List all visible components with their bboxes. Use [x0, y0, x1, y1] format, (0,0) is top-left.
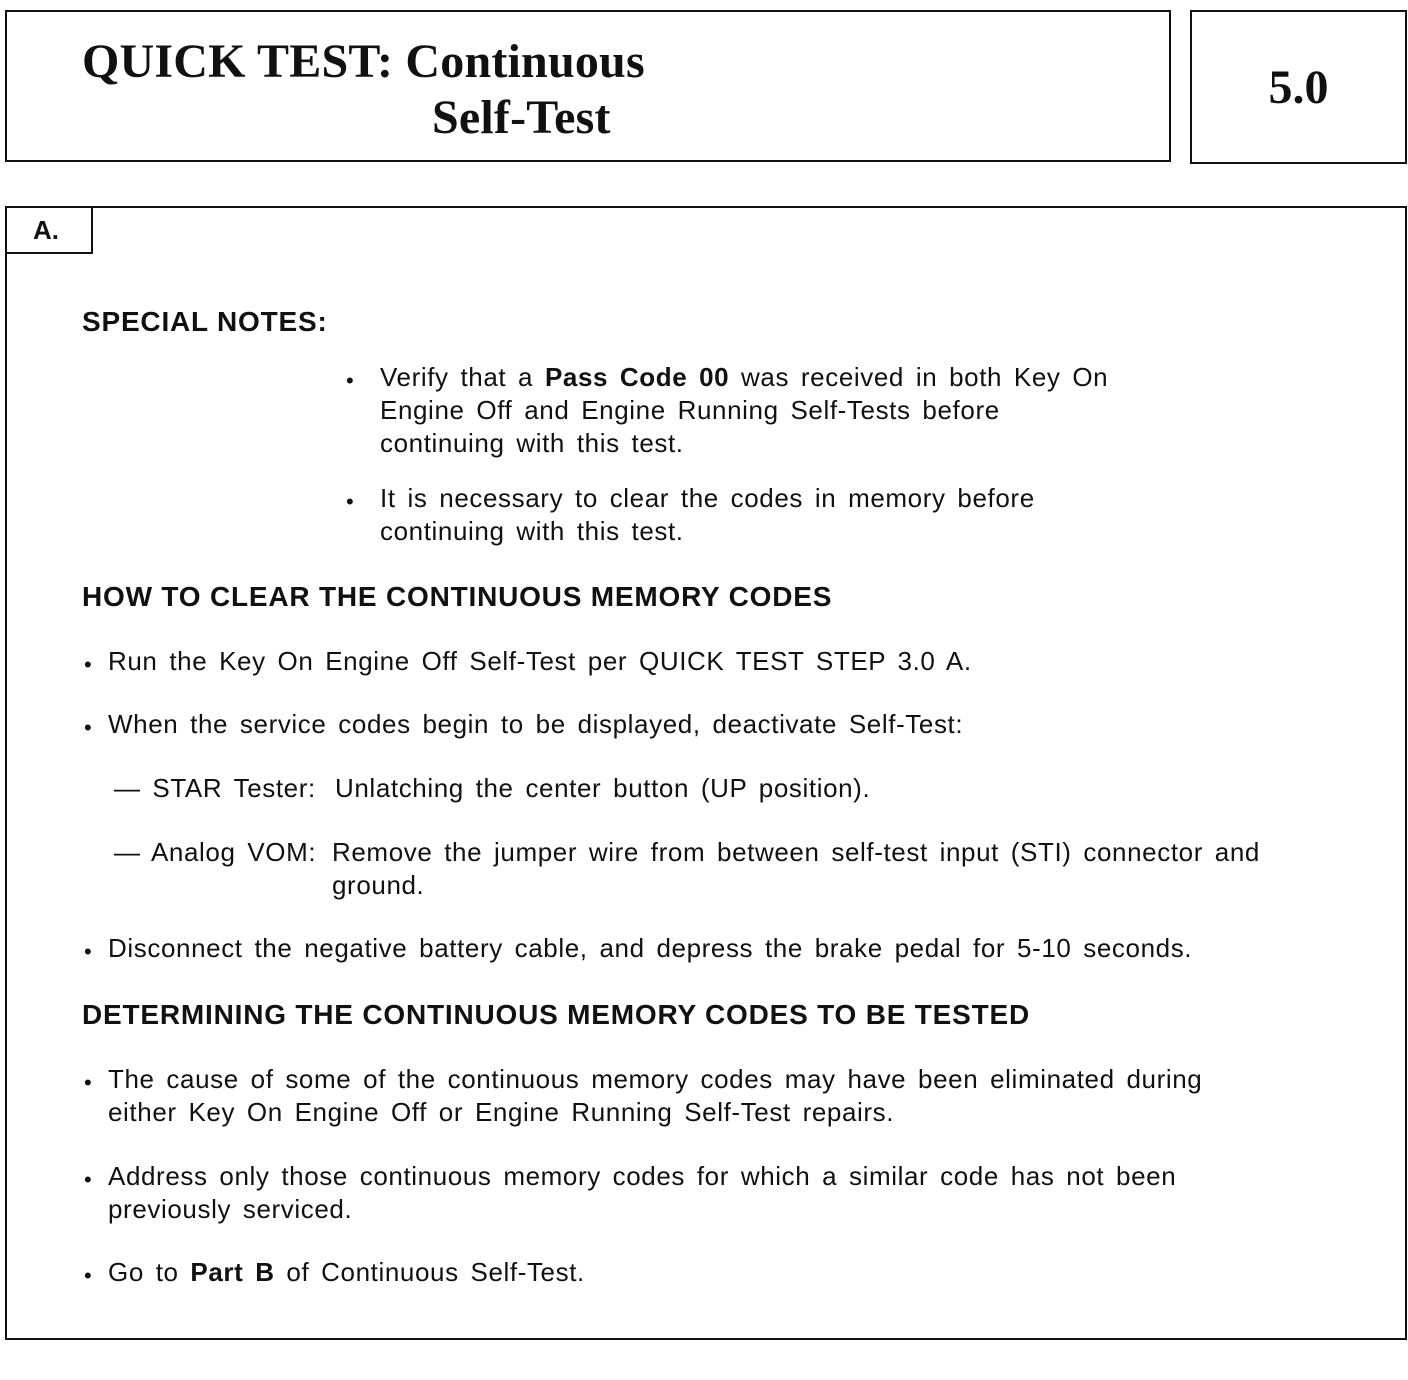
step-number-box	[1190, 10, 1407, 164]
bullet-icon: •	[84, 1263, 92, 1288]
special-notes-heading: SPECIAL NOTES:	[82, 306, 328, 337]
bullet-icon: •	[346, 489, 354, 514]
determining-item-3: Go to Part B of Continuous Self-Test.	[108, 1257, 585, 1287]
part-b-emphasis: Part B	[190, 1257, 275, 1287]
analog-vom-instruction: Remove the jumper wire from between self-test input (STI) connector and ground.	[332, 837, 1260, 900]
bullet-icon: •	[84, 1070, 92, 1095]
clear-codes-heading: HOW TO CLEAR THE CONTINUOUS MEMORY CODES	[82, 581, 833, 612]
analog-vom-label: — Analog VOM:	[114, 837, 317, 867]
section-a-box	[5, 206, 1407, 1340]
clear-step-2: When the service codes begin to be displayed, deactivate Self-Test:	[108, 709, 964, 739]
page-title-line-2: Self-Test	[432, 91, 611, 144]
bullet-icon: •	[84, 715, 92, 740]
pass-code-emphasis: Pass Code 00	[544, 362, 730, 392]
bullet-icon: •	[346, 368, 354, 393]
bullet-icon: •	[84, 939, 92, 964]
star-tester-label: — STAR Tester:	[114, 773, 316, 803]
section-label: A.	[5, 206, 93, 254]
bullet-icon: •	[84, 1167, 92, 1192]
clear-step-1: Run the Key On Engine Off Self-Test per QUICK TEST STEP 3.0 A.	[108, 646, 972, 676]
determining-heading: DETERMINING THE CONTINUOUS MEMORY CODES TO BE TESTED	[82, 999, 1031, 1030]
special-note-1: Verify that a Pass Code 00 was received in both Key On Engine Off and Engine Running Self-Tests before continuing with this test.	[380, 362, 1109, 458]
determining-item-2: Address only those continuous memory codes for which a similar code has not been previously serviced.	[108, 1161, 1177, 1224]
step-number: 5.0	[1268, 61, 1329, 114]
page-title-line-1: QUICK TEST: Continuous	[82, 35, 645, 88]
star-tester-instruction: Unlatching the center button (UP position).	[335, 773, 871, 803]
special-note-2: It is necessary to clear the codes in memory before continuing with this test.	[380, 483, 1035, 546]
bullet-icon: •	[84, 652, 92, 677]
determining-item-1: The cause of some of the continuous memory codes may have been eliminated during either Key On Engine Off or Engine Running Self-Test repairs.	[108, 1064, 1203, 1127]
clear-step-3: Disconnect the negative battery cable, and depress the brake pedal for 5-10 seconds.	[108, 933, 1193, 963]
title-box	[5, 10, 1171, 162]
